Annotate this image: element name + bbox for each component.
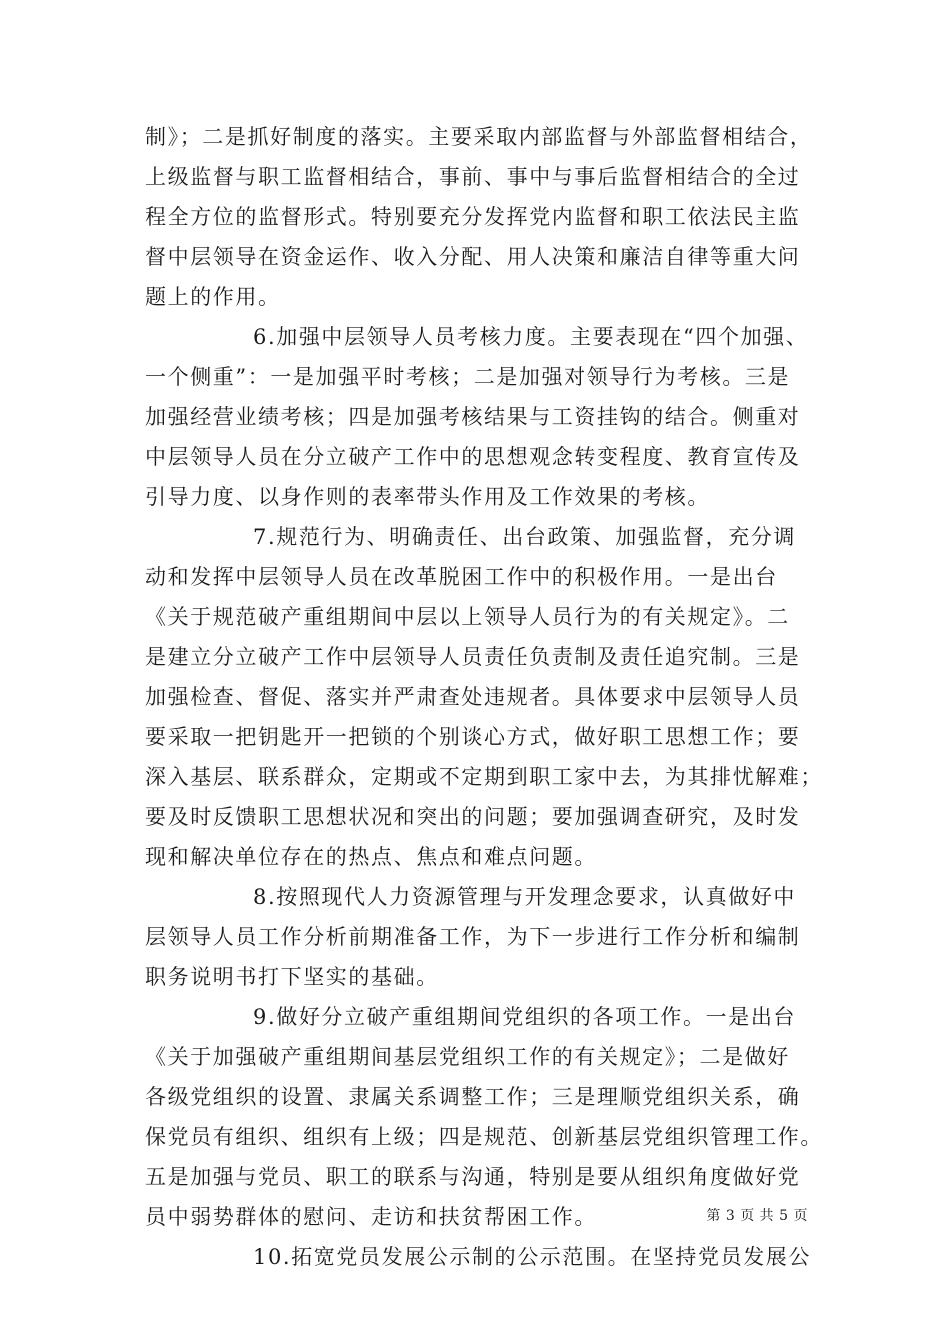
text-line: 《关于规范破产重组期间中层以上领导人员行为的有关规定》。二 [145, 605, 790, 629]
text-line: 制》；二是抓好制度的落实。主要采取内部监督与外部监督相结合， [145, 125, 813, 149]
page-number: 第 3 页 共 5 页 [706, 1208, 808, 1224]
text-line: 《关于加强破产重组期间基层党组织工作的有关规定》；二是做好 [145, 1045, 790, 1069]
text-line: 督中层领导在资金运作、收入分配、用人决策和廉洁自律等重大问 [145, 245, 801, 269]
paragraph-start-line: 10.拓宽党员发展公示制的公示范围。在坚持党员发展公 [253, 1245, 811, 1269]
text-line: 五是加强与党员、职工的联系与沟通，特别是要从组织角度做好党 [145, 1165, 801, 1189]
paragraph-start-line: 8.按照现代人力资源管理与开发理念要求，认真做好中 [253, 885, 797, 909]
text-line: 引导力度、以身作则的表率带头作用及工作效果的考核。 [145, 485, 710, 509]
paragraph-start-line: 9.做好分立破产重组期间党组织的各项工作。一是出台 [253, 1005, 797, 1029]
text-line: 上级监督与职工监督相结合，事前、事中与事后监督相结合的全过 [145, 165, 801, 189]
text-line: 保党员有组织、组织有上级；四是规范、创新基层党组织管理工作。 [145, 1125, 823, 1149]
text-line: 要及时反馈职工思想状况和突出的问题；要加强调查研究，及时发 [145, 805, 801, 829]
text-line: 深入基层、联系群众，定期或不定期到职工家中去，为其排忧解难； [145, 765, 823, 789]
text-line: 要采取一把钥匙开一把锁的个别谈心方式，做好职工思想工作；要 [145, 725, 801, 749]
text-line: 加强检查、督促、落实并严肃查处违规者。具体要求中层领导人员 [145, 685, 801, 709]
text-line: 现和解决单位存在的热点、焦点和难点问题。 [145, 845, 597, 869]
document-body [145, 117, 835, 1277]
paragraph-start-line: 7.规范行为、明确责任、出台政策、加强监督，充分调 [253, 525, 797, 549]
text-line: 程全方位的监督形式。特别要充分发挥党内监督和职工依法民主监 [145, 205, 801, 229]
text-line: 各级党组织的设置、隶属关系调整工作；三是理顺党组织关系，确 [145, 1085, 801, 1109]
text-line: 员中弱势群体的慰问、走访和扶贫帮困工作。 [145, 1205, 597, 1229]
text-line: 动和发挥中层领导人员在改革脱困工作中的积极作用。一是出台 [145, 565, 778, 589]
text-line: 职务说明书打下坚实的基础。 [145, 965, 439, 989]
text-line: 题上的作用。 [145, 285, 281, 309]
text-line: 层领导人员工作分析前期准备工作，为下一步进行工作分析和编制 [145, 925, 801, 949]
paragraph-start-line: 6.加强中层领导人员考核力度。主要表现在“四个加强、 [253, 325, 809, 349]
text-line: 一个侧重”：一是加强平时考核；二是加强对领导行为考核。三是 [145, 365, 791, 389]
text-line: 是建立分立破产工作中层领导人员责任负责制及责任追究制。三是 [145, 645, 801, 669]
text-line: 加强经营业绩考核；四是加强考核结果与工资挂钩的结合。侧重对 [145, 405, 801, 429]
text-line: 中层领导人员在分立破产工作中的思想观念转变程度、教育宣传及 [145, 445, 801, 469]
